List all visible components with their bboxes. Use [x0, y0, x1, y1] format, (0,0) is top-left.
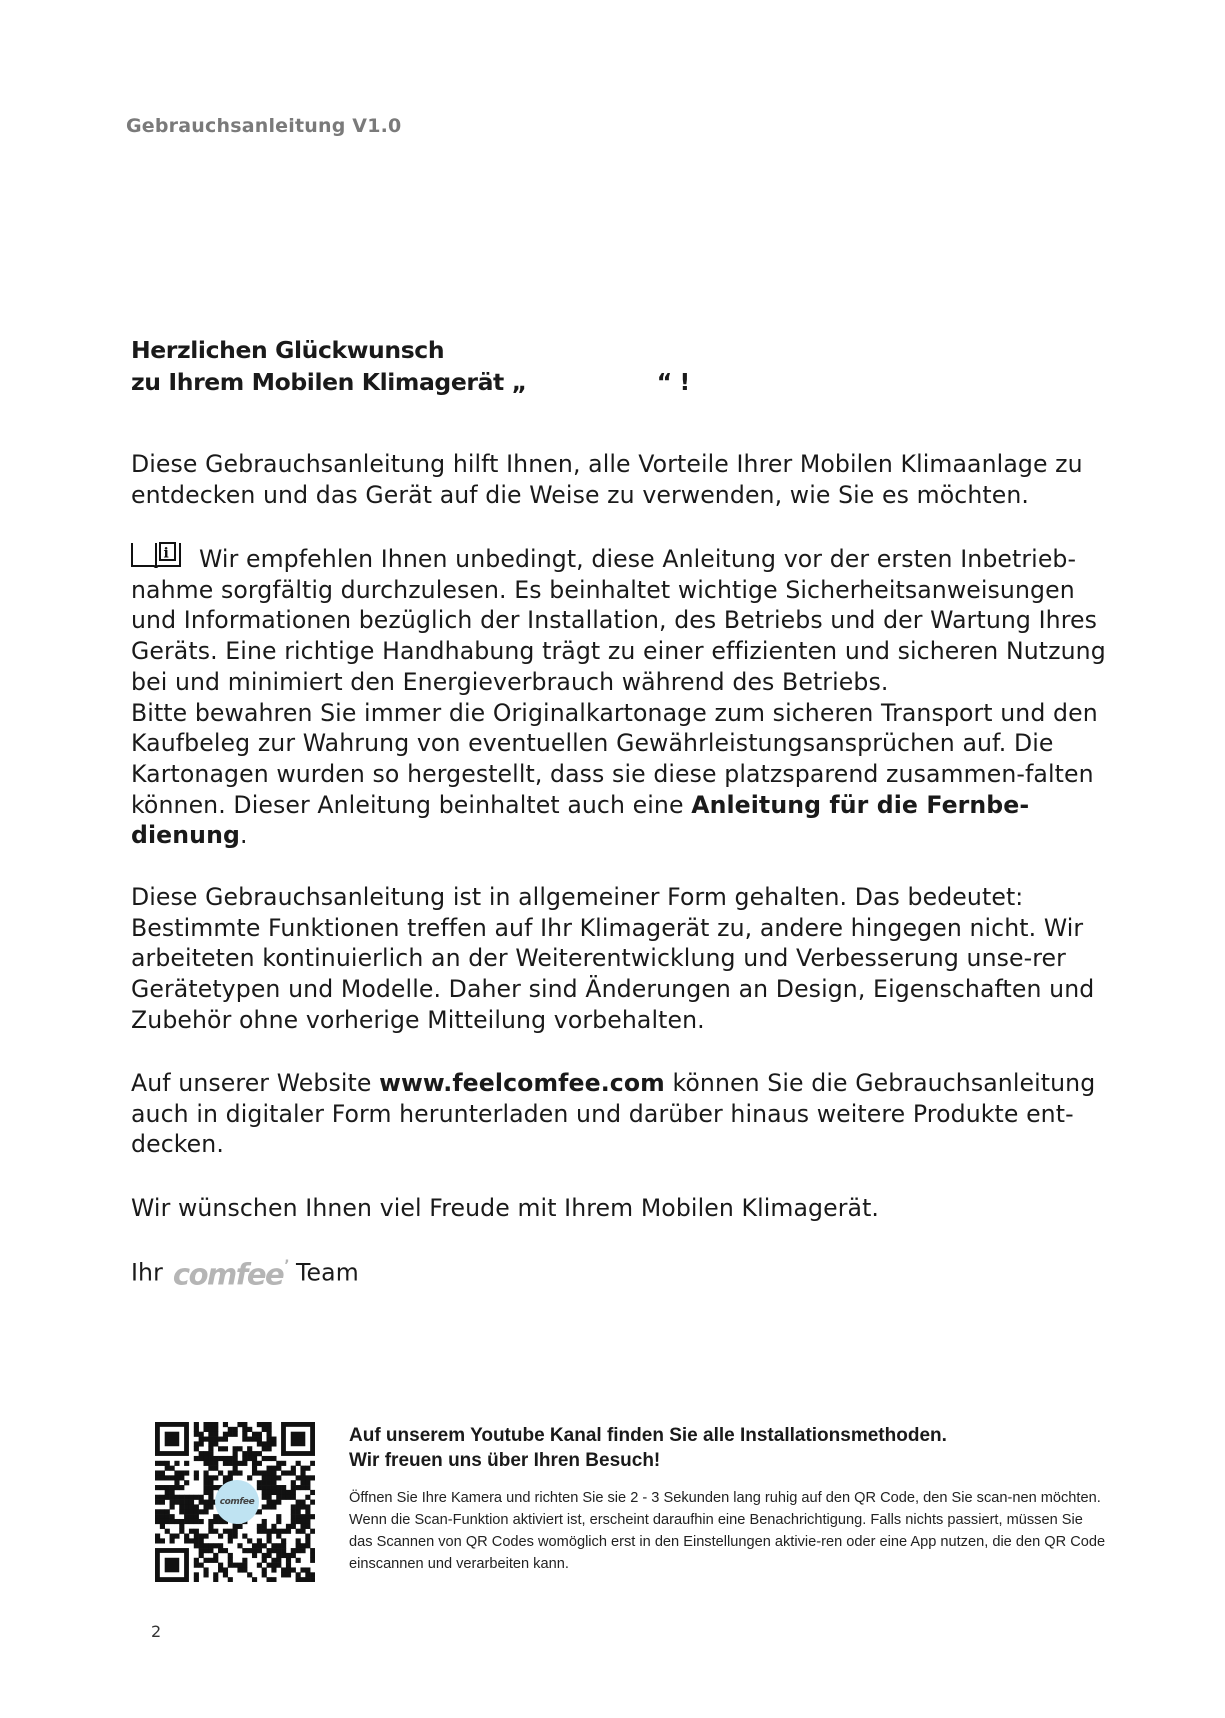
signoff	[131, 1255, 1121, 1290]
heading-line-2-suffix: “ !	[656, 368, 690, 396]
info-text-2-prefix: Bitte bewahren Sie immer die Originalkartonage zum sicheren Transport und den Kaufbeleg zur Wahrung von eventuellen Gewährleistungsansprüchen auf. Die Kartonagen wurden so hergestellt, dass sie diese platzsparend zusammen-falten können. Dieser Anleitung beinhaltet auch eine	[131, 698, 1098, 819]
signoff-prefix: Ihr	[131, 1258, 163, 1287]
comfee-logo-mark: ’	[284, 1258, 289, 1274]
info-text-2	[131, 698, 1121, 852]
youtube-title-line-1: Auf unserem Youtube Kanal finden Sie alle Installationsmethoden.	[349, 1425, 947, 1446]
comfee-logo	[173, 1255, 288, 1290]
page-number: 2	[151, 1622, 162, 1641]
website-paragraph	[131, 1068, 1121, 1160]
svg-text:i: i	[163, 545, 169, 562]
heading-line-1: Herzlichen Glückwunsch	[131, 336, 445, 364]
intro-text: Diese Gebrauchsanleitung hilft Ihnen, alle Vorteile Ihrer Mobilen Klimaanlage zu entdecken und das Gerät auf die Weise zu verwenden, wie Sie es möchten.	[131, 450, 1083, 509]
general-paragraph	[131, 882, 1121, 1036]
info-text-1-content: Wir empfehlen Ihnen unbedingt, diese Anleitung vor der ersten Inbetrieb-nahme sorgfältig durchzulesen. Es beinhaltet wichtige Sicherheitsanweisungen und Informationen bezüglich der Installation, des Betriebs und der Wartung Ihres Geräts. Eine richtige Handhabung trägt zu einer effizienten und sicheren Nutzung bei und minimiert den Energieverbrauch während des Betriebs.	[131, 545, 1106, 696]
website-link[interactable]: www.feelcomfee.com	[379, 1069, 665, 1097]
website-text	[131, 1068, 1121, 1160]
info-text-2-suffix: .	[239, 821, 248, 850]
info-paragraph	[131, 541, 1121, 851]
website-text-prefix: Auf unserer Website	[131, 1069, 380, 1097]
manual-version-header: Gebrauchsanleitung V1.0	[126, 115, 402, 137]
intro-paragraph	[131, 449, 1121, 510]
info-text-1	[131, 541, 1121, 698]
youtube-title-line-2: Wir freuen uns über Ihren Besuch!	[349, 1450, 661, 1471]
youtube-info-block	[349, 1423, 1109, 1575]
general-text: Diese Gebrauchsanleitung ist in allgemeiner Form gehalten. Das bedeutet: Bestimmte Funktionen treffen auf Ihr Klimagerät zu, andere hingegen nicht. Wir arbeiteten kontinuierlich an der Weiterentwicklung und Verbesserung unse-rer Gerätetypen und Modelle. Daher sind Änderungen an Design, Eigenschaften und Zubehör ohne vorherige Mitteilung vorbehalten.	[131, 883, 1095, 1034]
congratulations-heading	[131, 334, 831, 398]
youtube-qr-code[interactable]	[155, 1422, 315, 1582]
signoff-suffix: Team	[296, 1258, 359, 1287]
comfee-logo-text: comfee	[172, 1257, 284, 1292]
qr-comfee-badge: comfee	[215, 1480, 259, 1524]
heading-line-2	[131, 366, 831, 398]
wish-text: Wir wünschen Ihnen viel Freude mit Ihrem Mobilen Klimagerät.	[131, 1194, 880, 1222]
website-text-suffix: können Sie die Gebrauchsanleitung auch in digitaler Form herunterladen und darüber hinaus weitere Produkte ent-decken.	[131, 1069, 1096, 1159]
heading-line-2-prefix: zu Ihrem Mobilen Klimagerät „	[131, 368, 527, 396]
youtube-title	[349, 1423, 1109, 1473]
remote-control-guide-mention: Anleitung für die Fernbe-dienung	[131, 790, 1030, 850]
manual-info-icon	[131, 541, 181, 569]
wish-paragraph	[131, 1193, 1121, 1224]
qr-scan-instructions: Öffnen Sie Ihre Kamera und richten Sie sie 2 - 3 Sekunden lang ruhig auf den QR Code, den Sie scan-nen möchten. Wenn die Scan-Funktion aktiviert ist, erscheint daraufhin eine Benachrichtigung. Falls nichts passiert, müssen Sie das Scannen von QR Codes womöglich erst in den Einstellungen aktivie-ren oder eine App nutzen, die den QR Code einscannen und verarbeiten kann.	[349, 1490, 1106, 1572]
